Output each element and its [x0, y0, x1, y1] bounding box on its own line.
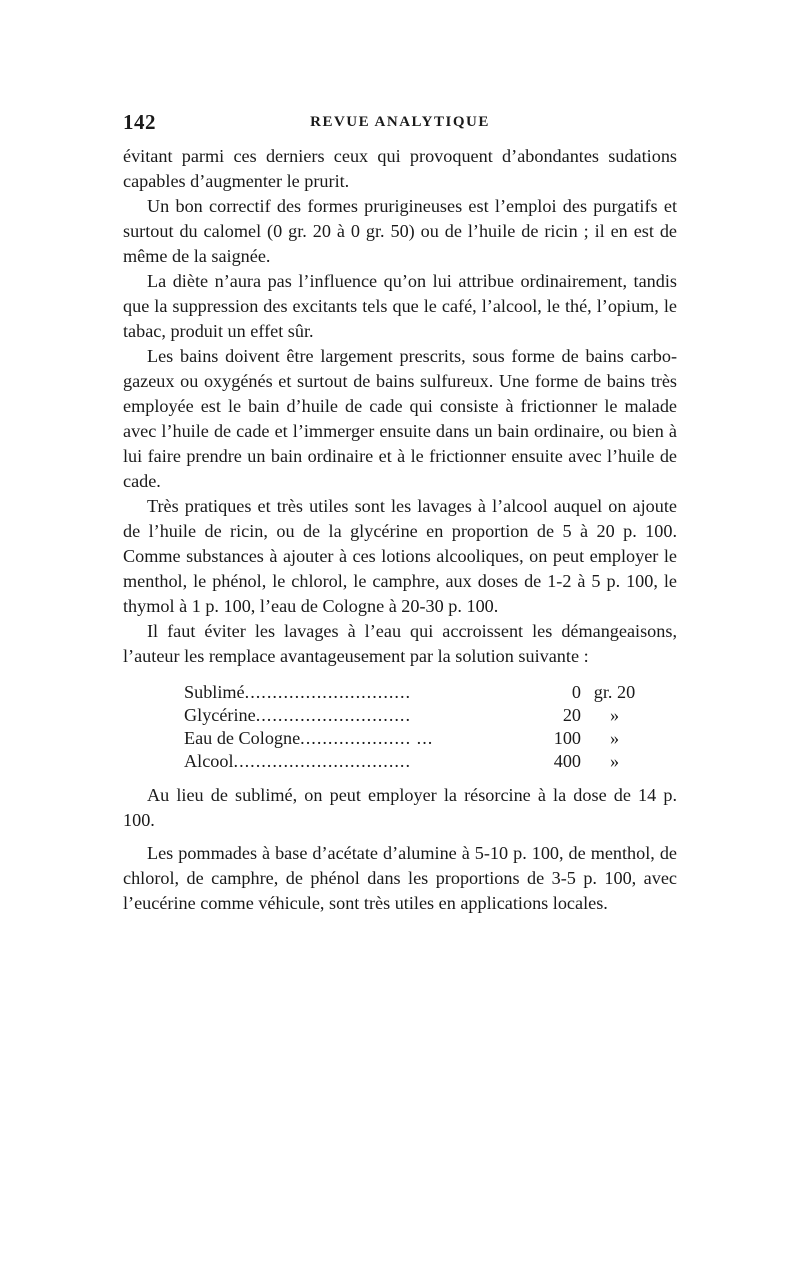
formula-row-eau-de-cologne — [184, 727, 677, 750]
paragraph-purgatifs: Un bon correctif des formes prurigineuses est l’emploi des purgatifs et surtout du calomel (0 gr. 20 à 0 gr. 50) ou de l’huile de ricin ; il en est de même de la saignée. — [123, 196, 677, 266]
page-number: 142 — [123, 110, 156, 134]
formula-row-alcool — [184, 750, 677, 773]
formula-leader-dots: .............................. — [244, 682, 412, 702]
formula-quantity: 100 — [553, 728, 581, 748]
formula-ingredient: Sublimé — [184, 682, 245, 702]
page — [123, 110, 677, 916]
formula-unit: gr. 20 — [593, 682, 636, 702]
formula-ingredient: Eau de Cologne — [184, 728, 301, 748]
paragraph-continuation: évitant parmi ces derniers ceux qui provoquent d’abondantes sudations capables d’augmenter le prurit. — [123, 146, 677, 191]
paragraph-bains: Les bains doivent être largement prescrits, sous forme de bains carbo-gazeux ou oxygénés et surtout de bains sulfureux. Une forme de bains très employée est le bain d’huile de cade qui consiste à frictionner le malade avec l’huile de cade et l’immerger ensuite dans un bain ordinaire, ou bien à lui faire prendre un bain ordinaire et à le frictionner ensuite avec l’huile de cade. — [123, 346, 677, 491]
paragraph-resorcine: Au lieu de sublimé, on peut employer la résorcine à la dose de 14 p. 100. — [123, 785, 677, 830]
formula-row-sublime — [184, 681, 677, 704]
paragraph-lavages-alcool: Très pratiques et très utiles sont les lavages à l’alcool auquel on ajoute de l’huile de ricin, ou de la glycérine en proportion de 5 à 20 p. 100. Comme substances à ajouter à ces lotions alcooliques, on peut employer le menthol, le phénol, le chlorol, le camphre, aux doses de 1-2 à 5 p. 100, le thymol à 1 p. 100, l’eau de Cologne à 20-30 p. 100. — [123, 496, 677, 616]
formula-leader-dots: .................... ... — [300, 728, 434, 748]
paragraph-diete: La diète n’aura pas l’influence qu’on lui attribue ordinairement, tandis que la suppression des excitants tels que le café, l’alcool, le thé, l’opium, le tabac, produit un effet sûr. — [123, 271, 677, 341]
paragraph-pommades: Les pommades à base d’acétate d’alumine à 5-10 p. 100, de menthol, de chlorol, de camphre, de phénol dans les proportions de 3-5 p. 100, avec l’eucérine comme véhicule, sont très utiles en applications locales. — [123, 843, 677, 913]
formula-leader-dots: ................................ — [233, 751, 412, 771]
formula-unit: » — [609, 705, 620, 725]
formula-ingredient: Glycérine — [184, 705, 256, 725]
formula-unit: » — [609, 751, 620, 771]
body-text — [123, 144, 677, 916]
formula-quantity: 20 — [562, 705, 581, 725]
paragraph-lavages-eau: Il faut éviter les lavages à l’eau qui accroissent les démangeaisons, l’auteur les remplace avantageusement par la solution suivante : — [123, 621, 677, 666]
formula-quantity: 0 — [571, 682, 581, 702]
formula-ingredient: Alcool — [184, 751, 234, 771]
formula-leader-dots: ............................ — [255, 705, 412, 725]
formula-row-glycerine — [184, 704, 677, 727]
prescription-formula — [184, 681, 677, 773]
formula-unit: » — [609, 728, 620, 748]
running-head — [123, 110, 677, 144]
formula-quantity: 400 — [553, 751, 581, 771]
running-title: REVUE ANALYTIQUE — [310, 114, 490, 130]
